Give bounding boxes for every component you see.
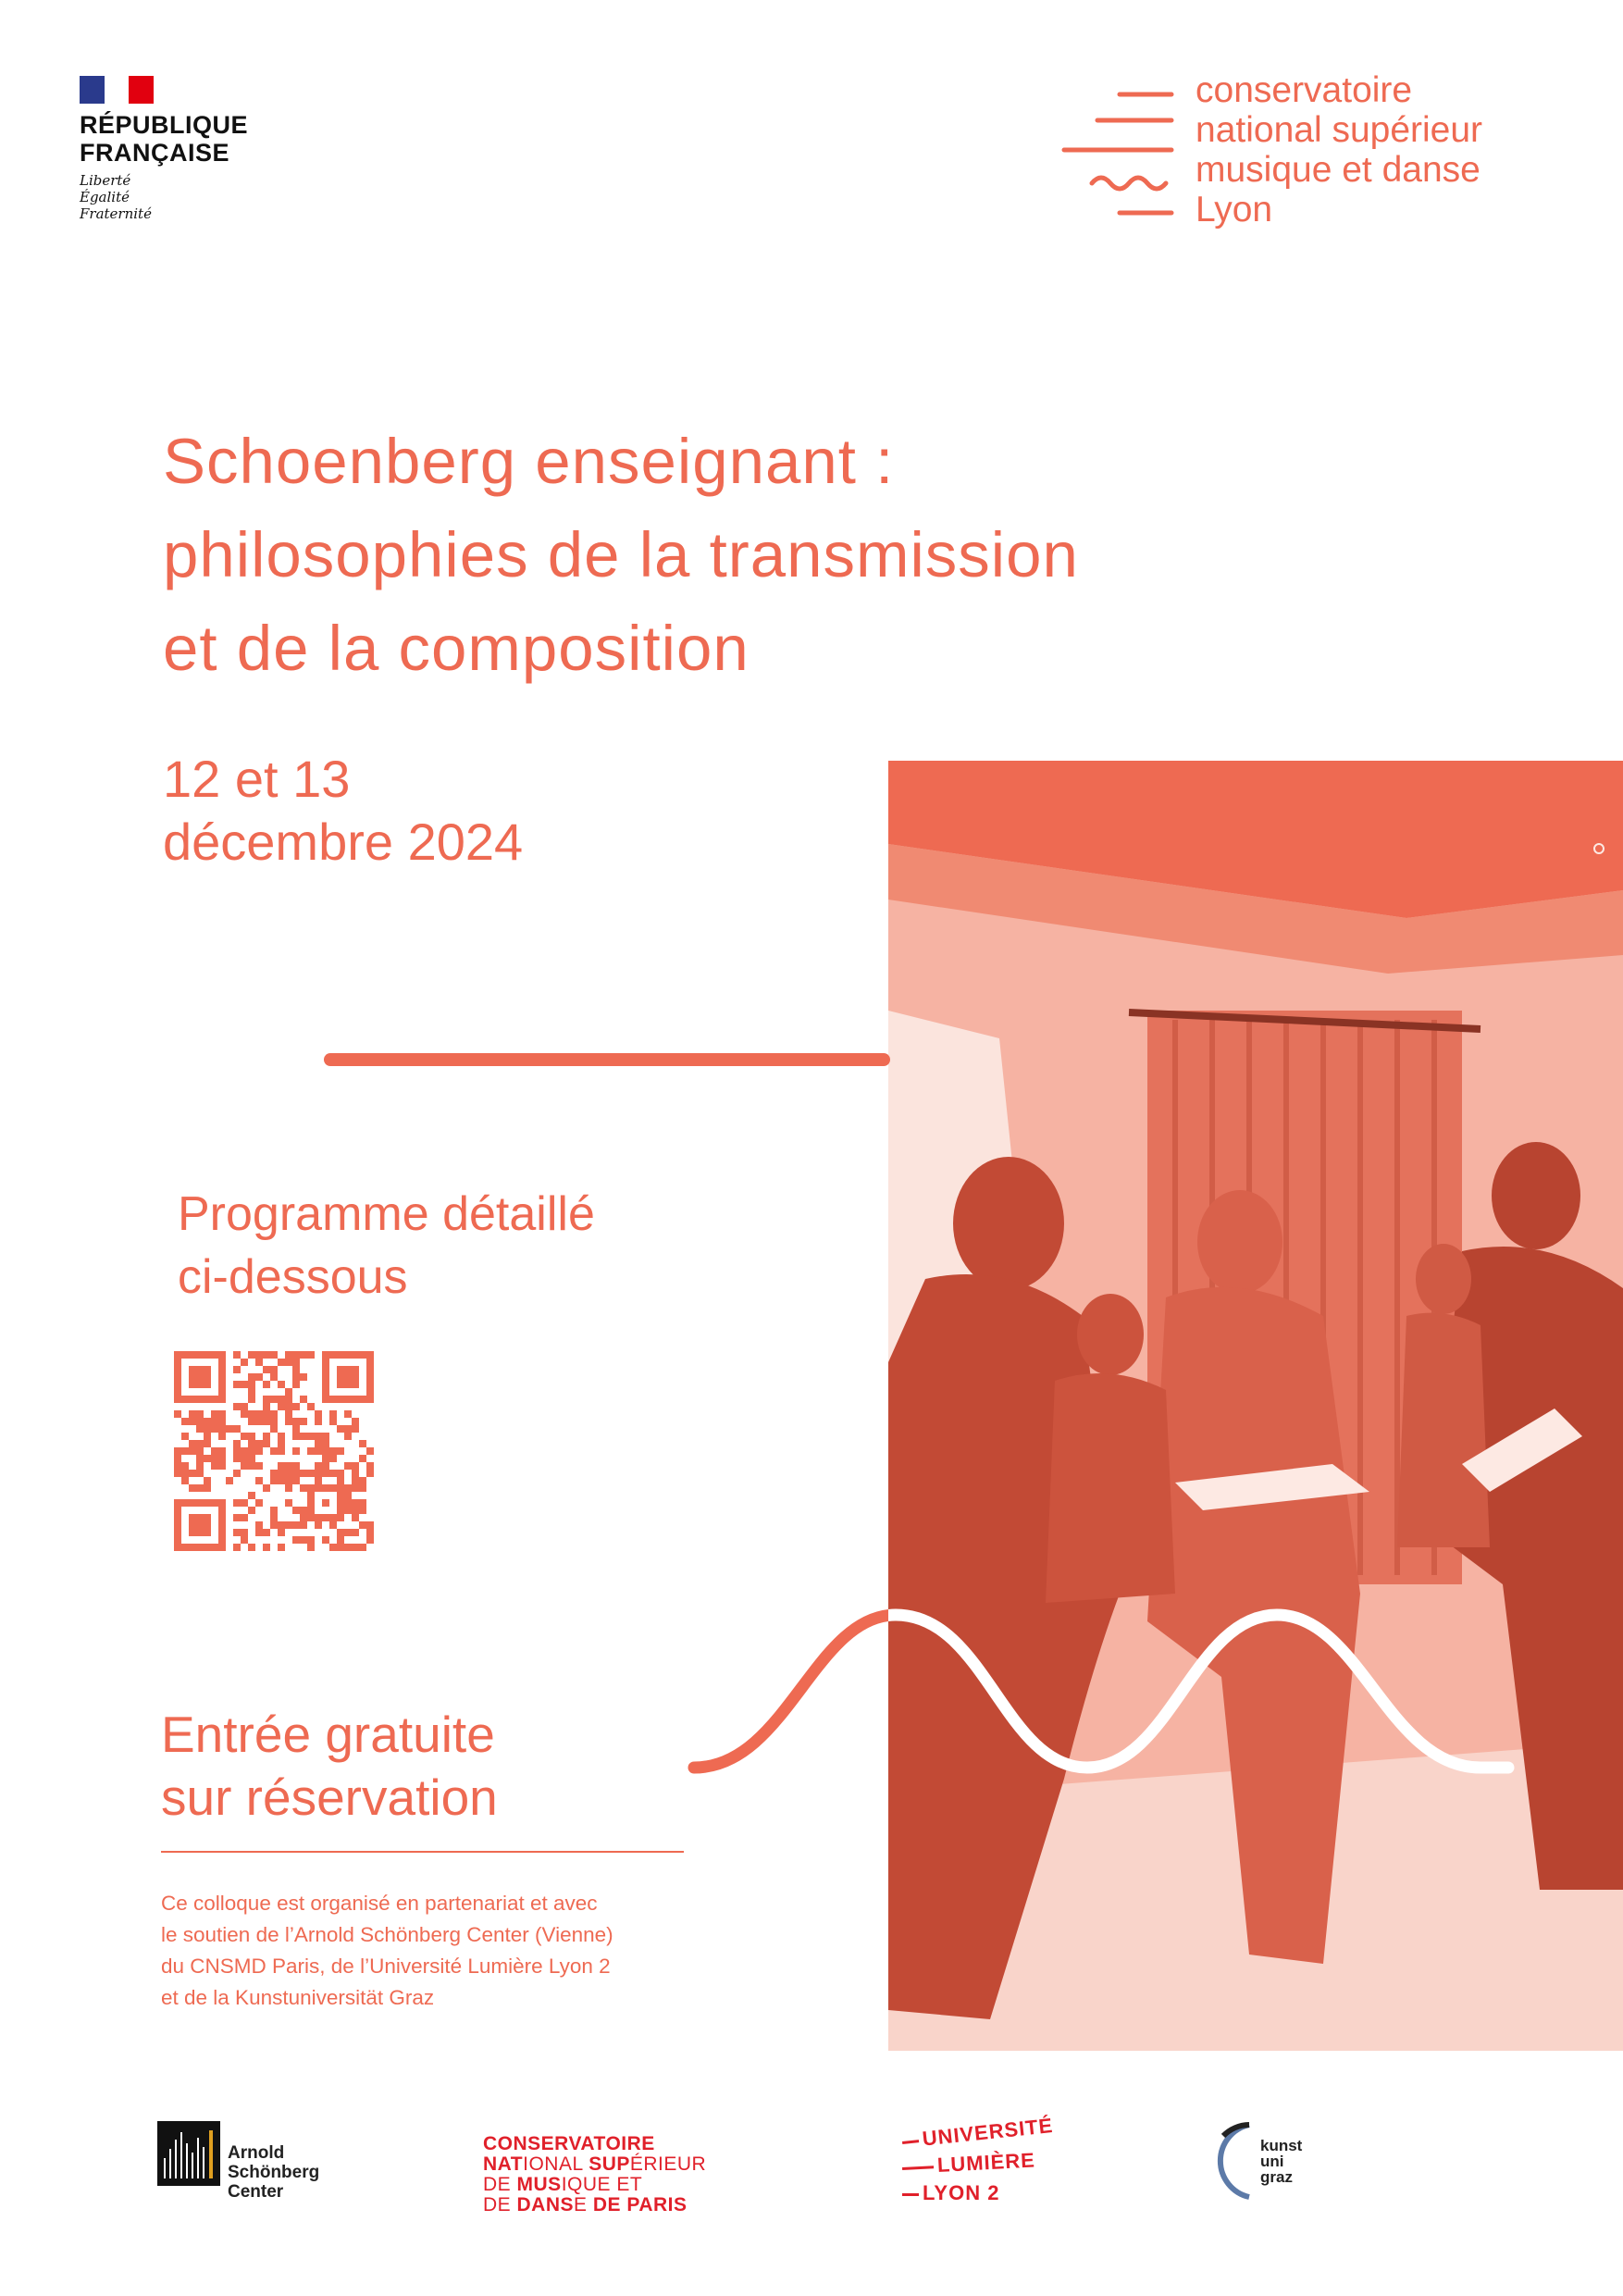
entry-line-2: sur réservation [161,1769,498,1826]
qr-code[interactable] [174,1351,374,1551]
partners-text [161,1888,716,2014]
kug-line-1: kunst [1260,2137,1303,2154]
cnsmdp-line-4 [483,2195,706,2215]
ul2-text-1: UNIVERSITÉ [921,2113,1055,2151]
arnold-schonberg-center-logo [157,2121,319,2202]
kunst-uni-graz-logo [1212,2121,1303,2205]
cnsmdp-seg: DANS [516,2194,575,2215]
divider [161,1851,684,1853]
programme-line-1: Programme détaillé [178,1187,595,1241]
entry-line-1: Entrée gratuite [161,1706,495,1763]
republique-francaise-logo [80,76,248,222]
cnsmdp-seg: SUP [588,2153,630,2175]
entry-info [161,1703,498,1829]
cnsmdp-seg: IQUE ET [561,2174,643,2195]
cnsmd-paris-logo [483,2134,706,2215]
kunst-uni-graz-arc-icon [1212,2121,1268,2201]
dates-line-1: 12 et 13 [163,750,351,808]
asc-line-3: Center [228,2182,284,2202]
kug-line-2: uni [1260,2153,1284,2170]
cnsmd-line-1: conservatoire [1196,70,1413,110]
cnsmdp-seg: DE [483,2174,517,2195]
cnsmdp-line-2 [483,2154,706,2175]
ul2-text-2: LUMIÈRE [936,2148,1036,2177]
cnsmdp-seg: MUS [516,2174,562,2195]
french-flag-icon [80,76,154,104]
title-line-3: et de la composition [163,613,750,684]
motto-fraternite: Fraternité [80,205,152,222]
kug-line-3: graz [1260,2168,1293,2186]
cnsmdp-seg: ÉRIEUR [629,2153,707,2175]
programme-line-2: ci-dessous [178,1250,408,1304]
ul2-line-3 [902,2180,1054,2206]
arnold-schonberg-mark-icon [157,2121,220,2186]
cnsmdp-seg: IONAL [523,2153,589,2175]
republique-motto [80,172,248,222]
republique-line-2: FRANÇAISE [80,139,230,167]
conservatoire-lyon-mark-icon [1055,83,1184,222]
republique-name [80,111,248,167]
event-dates [163,748,523,874]
cnsmdp-seg: CONSERVATOIRE [483,2133,655,2154]
accent-line [324,1053,890,1066]
motto-egalite: Égalité [80,189,130,205]
conservatoire-lyon-name [1196,70,1482,230]
cnsmdp-seg: DE [483,2194,517,2215]
programme-note [178,1183,595,1309]
cnsmdp-seg: E [574,2194,593,2215]
cnsmd-line-3: musique et danse [1196,150,1481,190]
cnsmdp-seg: NAT [483,2153,524,2175]
asc-line-2: Schönberg [228,2163,320,2182]
cnsmdp-line-3 [483,2175,706,2195]
cnsmd-line-4: Lyon [1196,190,1273,230]
dates-line-2: décembre 2024 [163,813,524,871]
cnsmd-line-2: national supérieur [1196,110,1483,150]
cnsmdp-line-1 [483,2134,706,2154]
event-title [163,415,1440,695]
title-line-2: philosophies de la transmission [163,519,1079,590]
partners-line-2: le soutien de l’Arnold Schönberg Center (Vienne) [161,1923,613,1946]
motto-liberte: Liberté [80,172,131,189]
ul2-text-3: LYON 2 [923,2181,1000,2204]
partners-line-4: et de la Kunstuniversität Graz [161,1986,435,2009]
asc-line-1: Arnold [228,2143,285,2163]
republique-line-1: RÉPUBLIQUE [80,111,249,139]
partners-line-1: Ce colloque est organisé en partenariat et avec [161,1892,598,1915]
cnsmdp-seg: DE PARIS [592,2194,688,2215]
class-photo [888,761,1623,2051]
partners-line-3: du CNSMD Paris, de l’Université Lumière Lyon 2 [161,1955,611,1978]
title-line-1: Schoenberg enseignant : [163,426,895,497]
universite-lumiere-lyon2-logo [902,2113,1055,2206]
